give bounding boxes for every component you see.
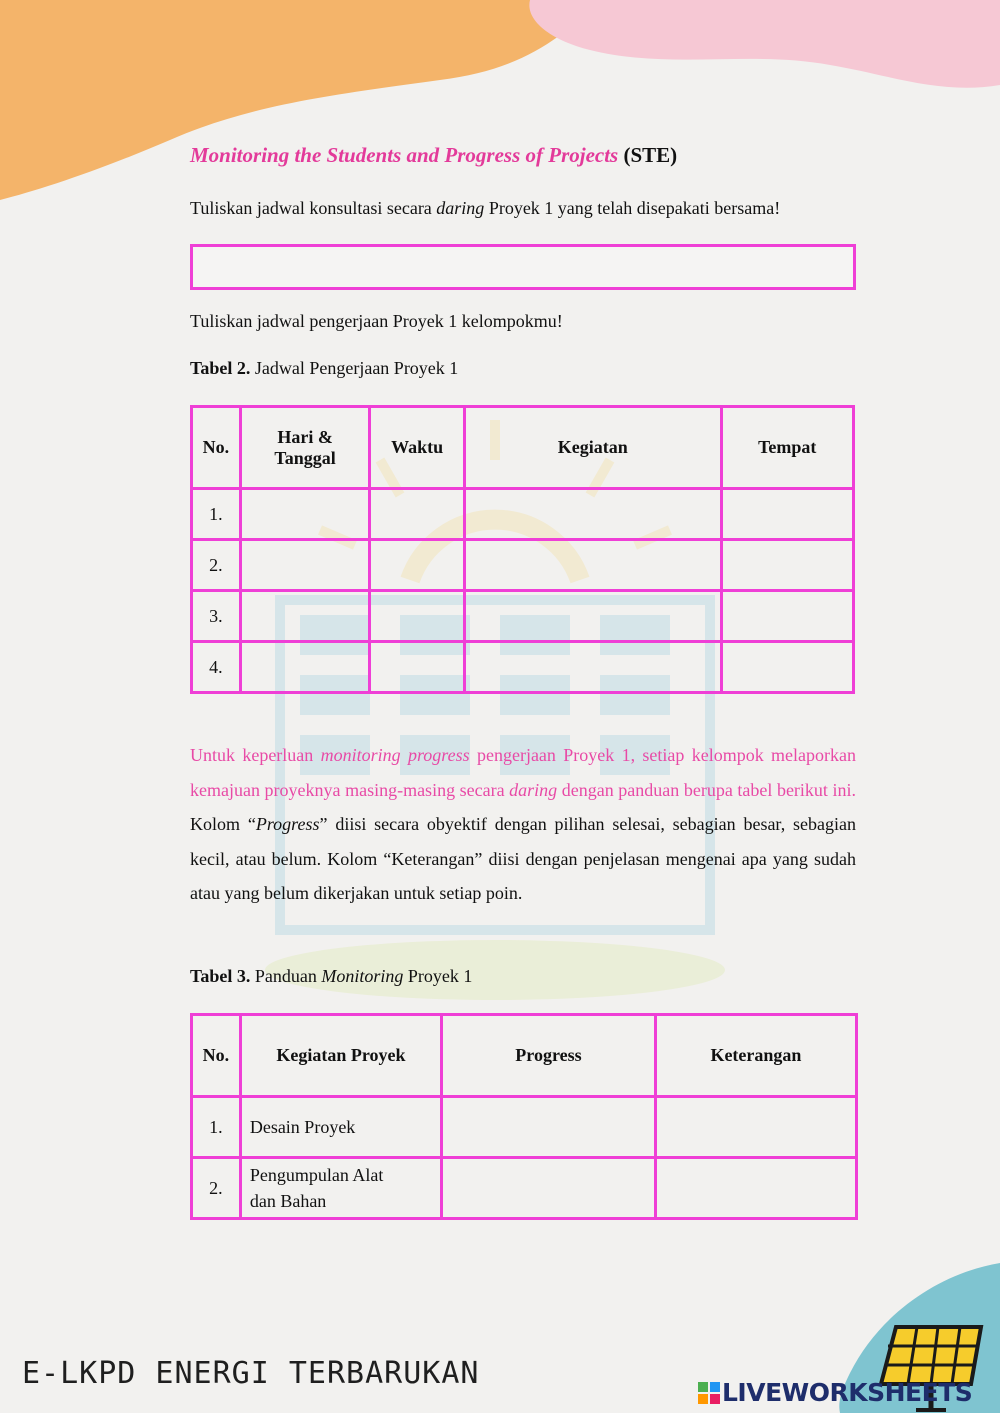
date-cell[interactable] bbox=[240, 540, 369, 591]
col-notes: Keterangan bbox=[655, 1015, 856, 1097]
activity-cell[interactable] bbox=[464, 540, 721, 591]
table-row: 1. bbox=[192, 489, 854, 540]
title-italic: Monitoring the Students and Progress of Projects bbox=[190, 143, 619, 167]
activity-cell[interactable] bbox=[464, 489, 721, 540]
table3-caption: Tabel 3. Panduan Monitoring Proyek 1 bbox=[190, 966, 473, 986]
col-place: Tempat bbox=[721, 407, 853, 489]
activity-cell[interactable] bbox=[464, 591, 721, 642]
liveworksheets-brand: LIVEWORKSHEETS bbox=[698, 1378, 972, 1407]
time-cell[interactable] bbox=[370, 489, 465, 540]
table2-caption: Tabel 2. Jadwal Pengerjaan Proyek 1 bbox=[190, 358, 459, 378]
title-suffix: (STE) bbox=[623, 143, 678, 167]
activity-cell[interactable] bbox=[464, 642, 721, 693]
notes-cell[interactable] bbox=[655, 1158, 856, 1219]
col-time: Waktu bbox=[370, 407, 465, 489]
consultation-answer-field[interactable] bbox=[190, 244, 856, 290]
table-row: 1. Desain Proyek bbox=[192, 1097, 857, 1158]
col-activity: Kegiatan bbox=[464, 407, 721, 489]
table-row: 2. bbox=[192, 540, 854, 591]
place-cell[interactable] bbox=[721, 591, 853, 642]
progress-cell[interactable] bbox=[442, 1097, 656, 1158]
table-row: 4. bbox=[192, 642, 854, 693]
col-no: No. bbox=[192, 407, 241, 489]
liveworksheets-logo-icon bbox=[698, 1382, 720, 1404]
table-row: 3. bbox=[192, 591, 854, 642]
place-cell[interactable] bbox=[721, 489, 853, 540]
instruction-consultation: Tuliskan jadwal konsultasi secara daring Proyek 1 yang telah disepakati bersama! bbox=[190, 198, 781, 218]
col-activity: Kegiatan Proyek bbox=[240, 1015, 441, 1097]
monitoring-paragraph: Untuk keperluan monitoring progress pengerjaan Proyek 1, setiap kelompok melaporkan kemajuan proyeknya masing-masing secara daring dengan panduan berupa tabel berikut ini. Kolom “Progress” diisi secara obyektif dengan pilihan selesai, sebagian besar, sebagian kecil, atau belum. Kolom “Keterangan” diisi dengan penjelasan mengenai apa yang sudah atau yang belum dikerjakan untuk setiap poin. bbox=[190, 745, 857, 903]
date-cell[interactable] bbox=[240, 591, 369, 642]
time-cell[interactable] bbox=[370, 642, 465, 693]
monitoring-table bbox=[190, 1013, 858, 1220]
progress-cell[interactable] bbox=[442, 1158, 656, 1219]
pink-corner-shape bbox=[470, 0, 1000, 95]
col-no: No. bbox=[192, 1015, 241, 1097]
time-cell[interactable] bbox=[370, 540, 465, 591]
place-cell[interactable] bbox=[721, 642, 853, 693]
instruction-schedule: Tuliskan jadwal pengerjaan Proyek 1 kelompokmu! bbox=[190, 311, 563, 331]
col-date: Hari & Tanggal bbox=[240, 407, 369, 489]
notes-cell[interactable] bbox=[655, 1097, 856, 1158]
date-cell[interactable] bbox=[240, 642, 369, 693]
place-cell[interactable] bbox=[721, 540, 853, 591]
table-row: 2. Pengumpulan Alat dan Bahan bbox=[192, 1158, 857, 1219]
footer-title: E-LKPD ENERGI TERBARUKAN bbox=[22, 1356, 480, 1391]
page-title bbox=[190, 143, 677, 168]
date-cell[interactable] bbox=[240, 489, 369, 540]
schedule-table bbox=[190, 405, 855, 694]
col-progress: Progress bbox=[442, 1015, 656, 1097]
time-cell[interactable] bbox=[370, 591, 465, 642]
